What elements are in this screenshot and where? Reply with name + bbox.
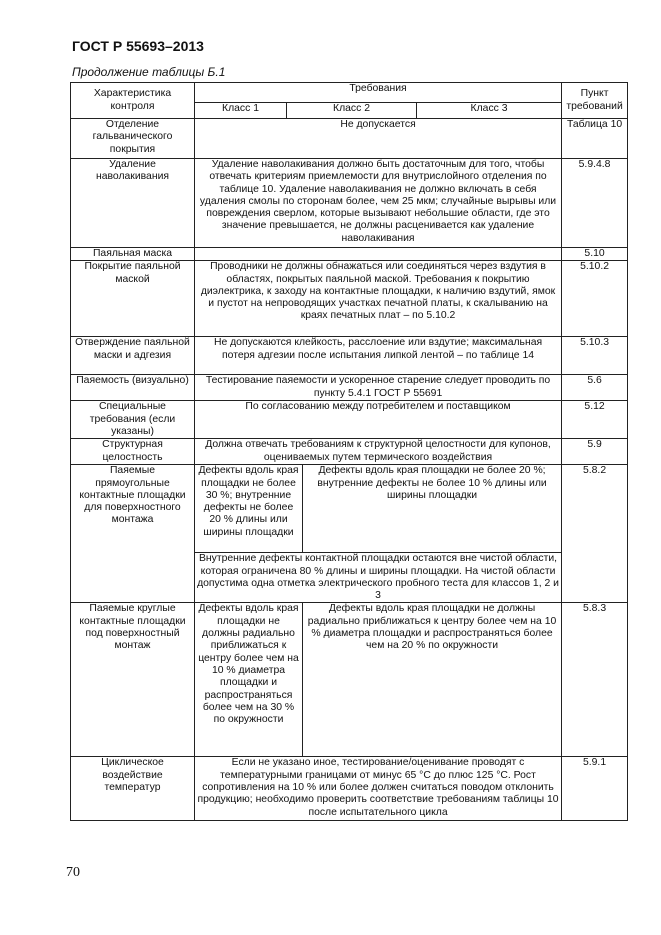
requirement-cell: Не допускаются клейкость, расслоение или вздутие; максимальная потеря адгезии после испытания липкой лентой – по таблице 14 — [195, 337, 562, 375]
clause-cell: 5.12 — [562, 401, 628, 439]
table-row — [71, 337, 628, 375]
header-row — [71, 83, 628, 103]
class-1-cell: Дефекты вдоль края площадки не должны радиально приближаться к центру более чем на 10 % диаметра площадки и распространяться более чем на 30 % по окружности — [195, 603, 303, 757]
characteristic-cell: Покрытие паяльной маской — [71, 261, 195, 337]
clause-cell: Таблица 10 — [562, 119, 628, 159]
characteristic-cell: Паяльная маска — [71, 248, 195, 261]
table-row — [71, 465, 628, 553]
requirement-cell: Удаление наволакивания должно быть достаточным для того, чтобы отвечать критериям приемлемости для внутрислойного отделения по таблице 10. Удаление наволакивания не должно включать в себя удаления смолы по сторонам более, чем 25 мкм; случайные вырывы или повреждения сверлом, которые вызывают небольшие области, где это значение превышается, не должны расценивается как удаление наволакивания — [195, 159, 562, 248]
table-continuation-caption: Продолжение таблицы Б.1 — [72, 65, 226, 79]
requirement-cell: Тестирование паяемости и ускоренное старение следует проводить по пункту 5.4.1 ГОСТ Р 55691 — [195, 375, 562, 401]
characteristic-cell: Специальные требования (если указаны) — [71, 401, 195, 439]
requirement-cell: Проводники не должны обнажаться или соединяться через вздутия в областях, покрытых паяльной маской. Требования к покрытию диэлектрика, к заходу на контактные площадки, к наличию вздутий, ямок и пустот на непроводящих участках печатной платы, к скалыванию на краях печатных плат – по 5.10.2 — [195, 261, 562, 337]
clause-cell: 5.10.2 — [562, 261, 628, 337]
page-number: 70 — [66, 865, 80, 880]
class-2-3-cell: Дефекты вдоль края площадки не должны радиально приближаться к центру более чем на 10 % диаметра площадки и распространяться более чем на 20 % по окружности — [303, 603, 562, 757]
requirement-cell: По согласованию между потребителем и поставщиком — [195, 401, 562, 439]
clause-cell: 5.8.2 — [562, 465, 628, 603]
characteristic-cell: Паяемые круглые контактные площадки под поверхностный монтаж — [71, 603, 195, 757]
table-row — [71, 603, 628, 757]
table-row — [71, 261, 628, 337]
table-row — [71, 757, 628, 821]
table-row — [71, 401, 628, 439]
table-row — [71, 119, 628, 159]
characteristic-cell: Удаление наволакивания — [71, 159, 195, 248]
table-row — [71, 159, 628, 248]
clause-cell: 5.6 — [562, 375, 628, 401]
header-requirements: Требования — [195, 83, 562, 103]
requirement-cell: Не допускается — [195, 119, 562, 159]
characteristic-cell: Паяемые прямоугольные контактные площадки для поверхностного монтажа — [71, 465, 195, 603]
clause-cell: 5.9 — [562, 439, 628, 465]
characteristic-cell: Отверждение паяльной маски и адгезия — [71, 337, 195, 375]
header-clause: Пункт требований — [562, 83, 628, 119]
header-characteristic: Характеристика контроля — [71, 83, 195, 119]
clause-cell: 5.8.3 — [562, 603, 628, 757]
table-row — [71, 248, 628, 261]
header-class-1: Класс 1 — [195, 103, 287, 119]
characteristic-cell: Паяемость (визуально) — [71, 375, 195, 401]
requirements-table — [70, 82, 628, 821]
clause-cell: 5.9.4.8 — [562, 159, 628, 248]
note-cell: Внутренние дефекты контактной площадки остаются вне чистой области, которая ограничена 80 % длины и ширины площадки. На чистой области допустима одна отметка электрического пробного теста для классов 1, 2 и 3 — [195, 553, 562, 603]
header-class-2: Класс 2 — [287, 103, 417, 119]
class-2-3-cell: Дефекты вдоль края площадки не более 20 %; внутренние дефекты не более 10 % длины или ширины площадки — [303, 465, 562, 553]
characteristic-cell: Циклическое воздействие температур — [71, 757, 195, 821]
table-row — [71, 439, 628, 465]
document-header: ГОСТ Р 55693–2013 — [72, 38, 204, 54]
clause-cell: 5.9.1 — [562, 757, 628, 821]
table-row — [71, 375, 628, 401]
characteristic-cell: Отделение гальванического покрытия — [71, 119, 195, 159]
header-class-3: Класс 3 — [417, 103, 562, 119]
requirement-cell: Если не указано иное, тестирование/оценивание проводят с температурными границами от минус 65 °С до плюс 125 °С. Рост сопротивления на 10 % или более должен считаться поводом отклонить продукцию; необходимо проверить соответствие требованиям таблицы 10 после испытательного цикла — [195, 757, 562, 821]
requirement-cell: Должна отвечать требованиям к структурной целостности для купонов, оцениваемых путем термического воздействия — [195, 439, 562, 465]
characteristic-cell: Структурная целостность — [71, 439, 195, 465]
clause-cell: 5.10 — [562, 248, 628, 261]
class-1-cell: Дефекты вдоль края площадки не более 30 %; внутренние дефекты не более 20 % длины или ширины площадки — [195, 465, 303, 553]
requirement-cell — [195, 248, 562, 261]
clause-cell: 5.10.3 — [562, 337, 628, 375]
